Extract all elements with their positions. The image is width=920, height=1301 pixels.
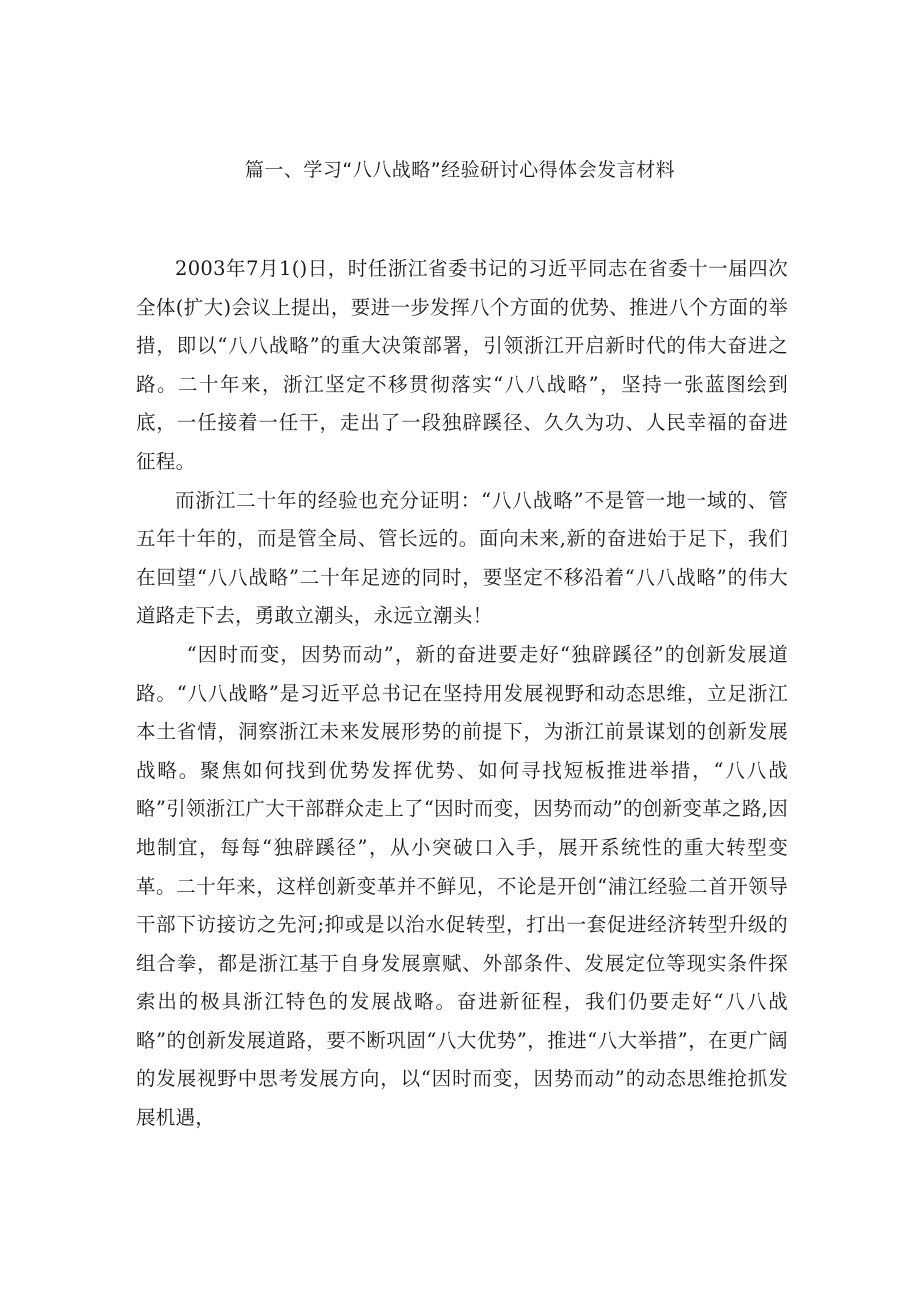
paragraph-1: 2003年7月1()日，时任浙江省委书记的习近平同志在省委十一届四次全体(扩大)会议上提出，要进一步发挥八个方面的优势、推进八个方面的举措，即以“八八战略”的重大决策部署，引领浙江开启新时代的伟大奋进之路。二十年来，浙江坚定不移贯彻落实“八八战略”，坚持一张蓝图绘到底，一任接着一任干，走出了一段独辟蹊径、久久为功、人民幸福的奋进征程。 <box>136 257 788 473</box>
paragraph-3: “因时而变，因势而动”，新的奋进要走好“独辟蹊径”的创新发展道路。“八八战略”是习近平总书记在坚持用发展视野和动态思维，立足浙江本土省情，洞察浙江未来发展形势的前提下，为浙江前景谋划的创新发展战略。聚焦如何找到优势发挥优势、如何寻找短板推进举措，“八八战略”引领浙江广大干部群众走上了“因时而变，因势而动”的创新变革之路,因地制宜，每每“独辟蹊径”，从小突破口入手，展开系统性的重大转型变革。二十年来，这样创新变革并不鲜见，不论是开创“浦江经验二首开领导干部下访接访之先河;抑或是以治水促转型，打出一套促进经济转型升级的组合拳，都是浙江基于自身发展禀赋、外部条件、发展定位等现实条件探索出的极具浙江特色的发展战略。奋进新征程，我们仍要走好“八八战略”的创新发展道路，要不断巩固“八大优势”，推进“八大举措”，在更广阔的发展视野中思考发展方向，以“因时而变，因势而动”的动态思维抢抓发展机遇， <box>136 642 788 1130</box>
paragraph-2: 而浙江二十年的经验也充分证明：“八八战略”不是管一地一域的、管五年十年的，而是管全局、管长远的。面向未来,新的奋进始于足下，我们在回望“八八战略”二十年足迹的同时，要坚定不移沿着“八八战略”的伟大道路走下去，勇敢立潮头，永远立潮头！ <box>136 488 788 628</box>
document-title: 篇一、学习“八八战略”经验研讨心得体会发言材料 <box>244 159 676 181</box>
document-body <box>136 250 788 1138</box>
